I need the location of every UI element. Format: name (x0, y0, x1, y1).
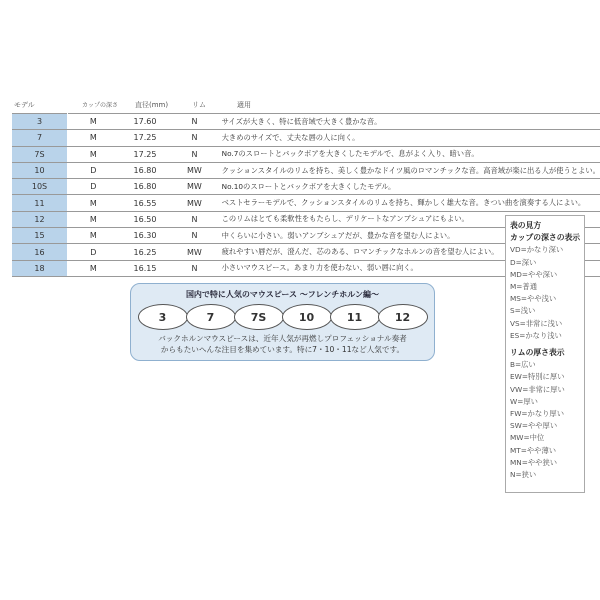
popular-text-2: からもたいへんな注目を集めています。特に7・10・11など人気です。 (160, 345, 405, 354)
cell-diameter: 16.25 (119, 244, 171, 260)
legend-rim-item: MW=中位 (510, 433, 545, 443)
legend-cup-item: MD=やや深い (510, 269, 558, 279)
cell-diameter: 16.55 (119, 195, 171, 211)
cell-model: 12 (12, 211, 67, 227)
cell-usage: クッションスタイルのリムを持ち、美しく豊かなドイツ風のロマンチックな音。高音域が楽に出る人が使うとよい。 (218, 162, 600, 178)
cell-model: 18 (12, 260, 67, 276)
cell-cup: M (67, 228, 118, 244)
cell-model: 15 (12, 228, 67, 244)
table-row (12, 179, 600, 195)
cell-usage: 大きめのサイズで、丈夫な唇の人に向く。 (218, 130, 600, 146)
cell-rim: MW (171, 162, 217, 178)
popular-model-oval: 10 (282, 304, 332, 330)
header-model: モデル (14, 101, 35, 109)
popular-model-oval: 7 (186, 304, 236, 330)
popular-text-1: バックホルンマウスピースは、近年人気が再燃しプロフェッショナル奏者 (158, 334, 407, 343)
legend-rim-item: VW=非常に厚い (510, 384, 565, 394)
header-diameter: 直径(mm) (135, 101, 169, 109)
cell-cup: M (67, 114, 118, 130)
cell-rim: N (171, 146, 217, 162)
popular-title: 国内で特に人気のマウスピース ～フレンチホルン編～ (185, 290, 380, 299)
popular-box (130, 283, 435, 361)
header-usage: 適用 (237, 101, 251, 109)
cell-usage: ベストセラーモデルで、クッションスタイルのリムを持ち、輝かしく雄大な音。きつい曲を演奏する人によい。 (218, 195, 600, 211)
popular-model-oval: 3 (138, 304, 188, 330)
cell-rim: N (171, 130, 217, 146)
cell-cup: D (67, 162, 118, 178)
legend-rim-title: リムの厚さ表示 (510, 348, 565, 358)
cell-model: 3 (12, 114, 67, 130)
legend-cup-item: M=普通 (510, 282, 538, 292)
table-row (12, 114, 600, 130)
legend-cup-item: ES=かなり浅い (510, 330, 562, 340)
cell-rim: N (171, 114, 217, 130)
cell-usage: サイズが大きく、特に低音域で大きく豊かな音。 (218, 114, 600, 130)
legend-rim-item: MN=やや狭い (510, 457, 558, 467)
cell-rim: MW (171, 244, 217, 260)
legend-cup-item: D=深い (510, 257, 537, 267)
legend-rim-item: N=狭い (510, 470, 537, 480)
cell-usage: 疲れやすい唇だが、澄んだ、芯のある、ロマンチックなホルンの音を望む人によい。 (218, 244, 600, 260)
legend-rim-item: SW=やや厚い (510, 421, 558, 431)
cell-diameter: 16.80 (119, 179, 171, 195)
legend-cup-item: VS=非常に浅い (510, 318, 563, 328)
cell-usage: 小さいマウスピース。あまり力を使わない、弱い唇に向く。 (218, 260, 600, 276)
popular-model-oval: 12 (378, 304, 428, 330)
cell-model: 10S (12, 179, 67, 195)
popular-model-oval: 7S (234, 304, 284, 330)
legend-cup-item: S=浅い (510, 306, 536, 316)
cell-diameter: 16.15 (119, 260, 171, 276)
cell-diameter: 17.60 (119, 114, 171, 130)
table-row (12, 146, 600, 162)
legend-rim-item: B=広い (510, 360, 536, 370)
legend-rim-item: EW=特別に厚い (510, 372, 565, 382)
table-row (12, 195, 600, 211)
cell-rim: MW (171, 179, 217, 195)
legend-box (505, 215, 585, 493)
cell-cup: D (67, 179, 118, 195)
cell-rim: MW (171, 195, 217, 211)
cell-cup: M (67, 260, 118, 276)
header-cup: カップの深さ (82, 102, 118, 109)
cell-usage: No.7のスロートとバックボアを大きくしたモデルで、息がよく入り、暗い音。 (218, 146, 600, 162)
cell-rim: N (171, 260, 217, 276)
table-row (12, 130, 600, 146)
cell-cup: M (67, 211, 118, 227)
cell-diameter: 16.80 (119, 162, 171, 178)
cell-model: 7 (12, 130, 67, 146)
cell-model: 16 (12, 244, 67, 260)
legend-cup-title: カップの深さの表示 (510, 233, 581, 243)
cell-cup: D (67, 244, 118, 260)
cell-diameter: 16.50 (119, 211, 171, 227)
cell-diameter: 17.25 (119, 130, 171, 146)
legend-rim-item: MT=やや薄い (510, 445, 557, 455)
cell-cup: M (67, 195, 118, 211)
cell-cup: M (67, 130, 118, 146)
table-row (12, 162, 600, 178)
header-rim: リム (192, 101, 206, 109)
cell-model: 11 (12, 195, 67, 211)
cell-cup: M (67, 146, 118, 162)
legend-rim-item: W=厚い (510, 396, 538, 406)
cell-diameter: 16.30 (119, 228, 171, 244)
cell-model: 7S (12, 146, 67, 162)
cell-usage: 中くらいに小さい。弱いアンブシュアだが、豊かな音を望む人によい。 (218, 228, 600, 244)
legend-cup-item: VD=かなり深い (510, 245, 564, 255)
legend-cup-item: MS=やや浅い (510, 294, 557, 304)
cell-model: 10 (12, 162, 67, 178)
cell-usage: このリムはとても柔軟性をもたらし、デリケートなアンブシュアにもよい。 (218, 211, 600, 227)
cell-usage: No.10のスロートとバックボアを大きくしたモデル。 (218, 179, 600, 195)
legend-rim-item: FW=かなり厚い (510, 409, 565, 419)
cell-rim: N (171, 228, 217, 244)
cell-diameter: 17.25 (119, 146, 171, 162)
legend-title: 表の見方 (510, 221, 542, 230)
cell-rim: N (171, 211, 217, 227)
popular-model-oval: 11 (330, 304, 380, 330)
